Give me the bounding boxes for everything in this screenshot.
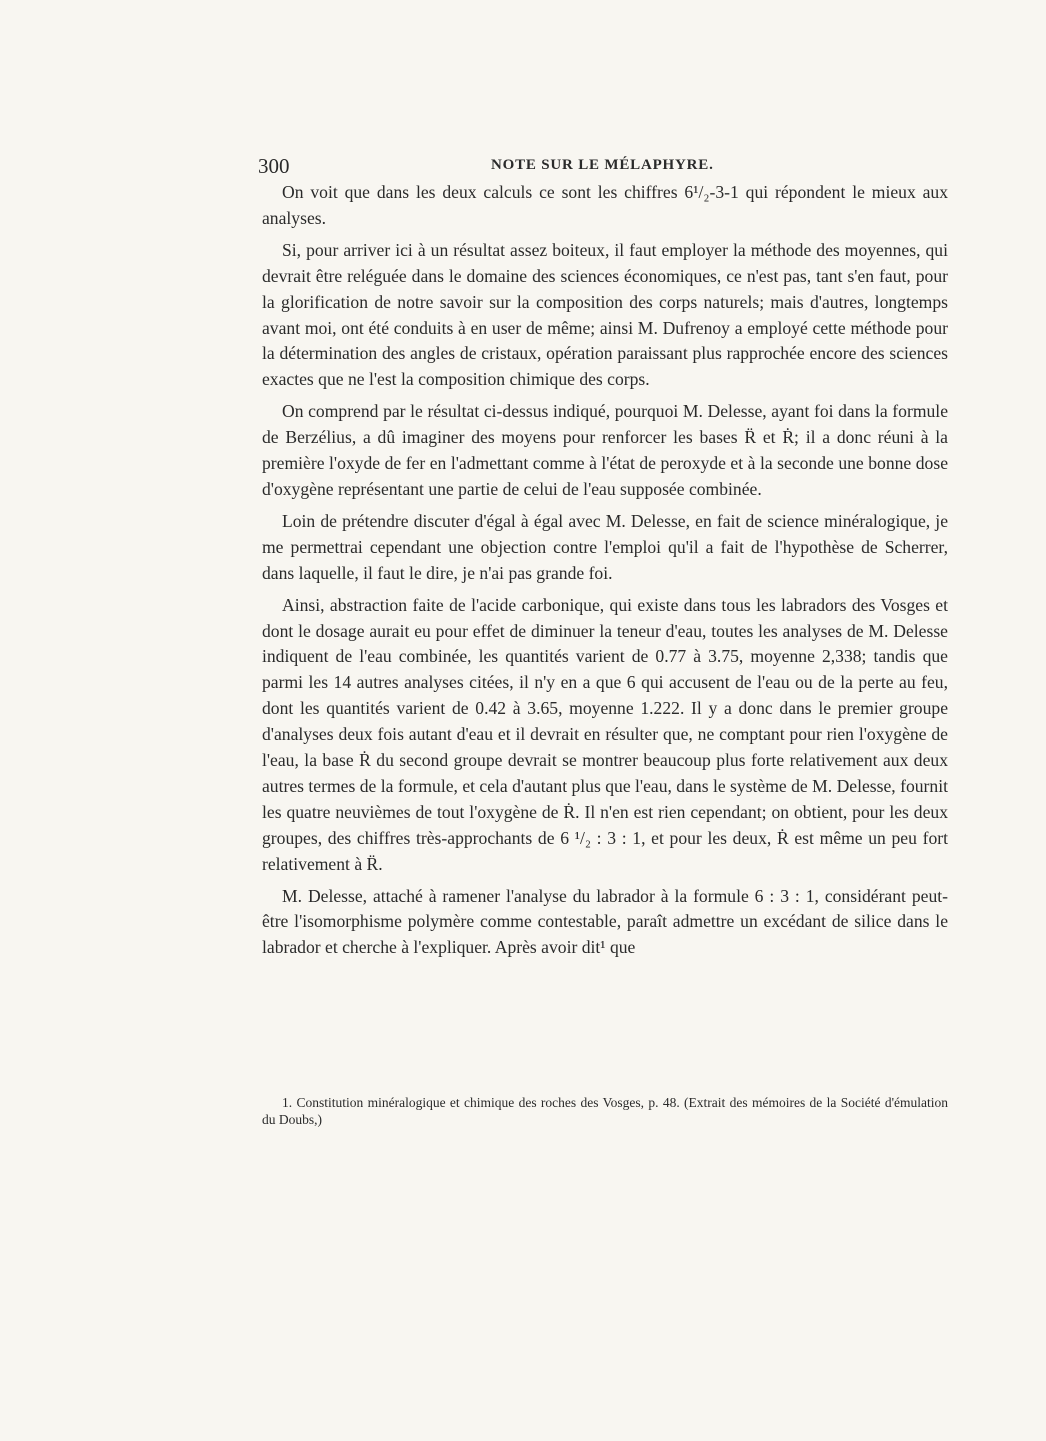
running-title: NOTE SUR LE MÉLAPHYRE. — [491, 157, 714, 173]
running-head — [258, 150, 948, 180]
paragraph: Loin de prétendre discuter d'égal à égal avec M. Delesse, en fait de science minéralogique, je me permettrai cependant une objection contre l'emploi qu'il a fait de l'hypothèse de Scherrer, dans laquelle, il faut le dire, je n'ai pas grande foi. — [262, 510, 948, 583]
page-number: 300 — [258, 154, 290, 178]
paragraph: Ainsi, abstraction faite de l'acide carbonique, qui existe dans tous les labradors des Vosges et dont le dosage aurait eu pour effet de diminuer la teneur d'eau, toutes les analyses de M. Delesse indiquent de l'eau combinée, les quantités varient de 0.77 à 3.75, moyenne 2,338; tandis que parmi les 14 autres analyses citées, il n'y en a que 6 qui accusent de l'eau ou de la perte au feu, dont les quantités varient de 0.42 à 3.65, moyenne 1.222. Il y a donc dans le premier groupe d'analyses deux fois autant d'eau et il devrait en résulter que, ne comptant pour rien l'oxygène de l'eau, la base Ṙ du second groupe devrait se montrer beaucoup plus forte relativement aux deux autres termes de la formule, et cela d'autant plus que l'eau, dans le système de M. Delesse, fournit les quatre neuvièmes de tout l'oxygène de Ṙ. Il n'en est rien cependant; on obtient, pour les deux groupes, des chiffres très-approchants de 6 ¹/₂ : 3 : 1, et pour les deux, Ṙ est même un peu fort relativement à R̈. — [262, 594, 948, 874]
page-content — [258, 150, 948, 967]
paragraph: On comprend par le résultat ci-dessus indiqué, pourquoi M. Delesse, ayant foi dans la formule de Berzélius, a dû imaginer des moyens pour renforcer les bases R̈ et Ṙ; il a donc réuni à la première l'oxyde de fer en l'admettant comme à l'état de peroxyde et à la seconde une bonne dose d'oxygène représentant une partie de celui de l'eau supposée combinée. — [262, 401, 948, 499]
footnote: 1. Constitution minéralogique et chimique des roches des Vosges, p. 48. (Extrait des mémoires de la Société d'émulation du Doubs,) — [262, 1095, 948, 1127]
body-text — [262, 180, 948, 961]
footnotes — [262, 1094, 948, 1128]
paragraph: M. Delesse, attaché à ramener l'analyse du labrador à la formule 6 : 3 : 1, considérant peut-être l'isomorphisme polymère comme contestable, paraît admettre un excédant de silice dans le labrador et cherche à l'expliquer. Après avoir dit¹ que — [262, 885, 948, 958]
paragraph: Si, pour arriver ici à un résultat assez boiteux, il faut employer la méthode des moyennes, qui devrait être reléguée dans le domaine des sciences économiques, ce n'est pas, tant s'en faut, pour la glorification de notre savoir sur la composition des corps naturels; mais d'autres, longtemps avant moi, ont été conduits à en user de même; ainsi M. Dufrenoy a employé cette méthode pour la détermination des angles de cristaux, opération paraissant plus rapprochée encore des sciences exactes que ne l'est la composition chimique des corps. — [262, 239, 948, 390]
paragraph: On voit que dans les deux calculs ce sont les chiffres 6¹/₂-3-1 qui répondent le mieux aux analyses. — [262, 182, 948, 228]
